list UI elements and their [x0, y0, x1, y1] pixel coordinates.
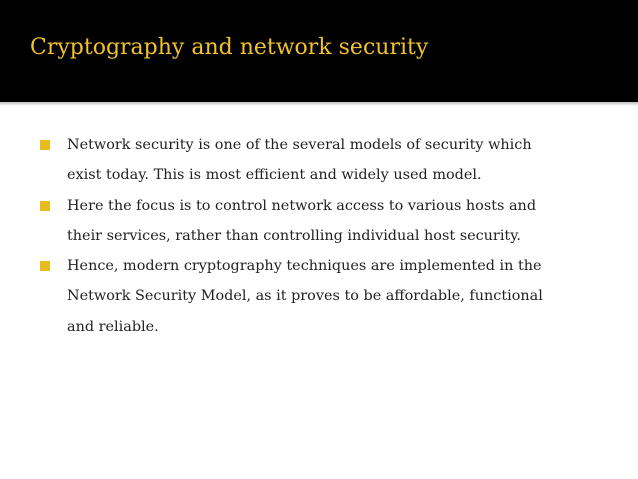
square-bullet-icon	[40, 261, 50, 271]
bullet-text-line: Here the focus is to control network access to various hosts and	[67, 197, 537, 214]
bullet-item	[40, 251, 610, 342]
square-bullet-icon	[40, 140, 50, 150]
bullet-text-line: exist today. This is most efficient and widely used model.	[67, 167, 482, 184]
bullet-text-line: Network security is one of the several models of security which	[67, 137, 532, 153]
bullet-item	[40, 191, 610, 252]
bullet-list	[40, 130, 610, 342]
bullet-text-line: and reliable.	[67, 318, 159, 335]
bullet-text-line: Hence, modern cryptography techniques are implemented in the	[67, 258, 542, 275]
bullet-item	[40, 130, 610, 191]
bullet-text-line: Network Security Model, as it proves to be affordable, functional	[67, 288, 543, 305]
title-bar	[0, 0, 638, 102]
square-bullet-icon	[40, 201, 50, 211]
slide-title: Cryptography and network security	[30, 35, 429, 60]
bullet-text-line: their services, rather than controlling individual host security.	[67, 227, 521, 244]
